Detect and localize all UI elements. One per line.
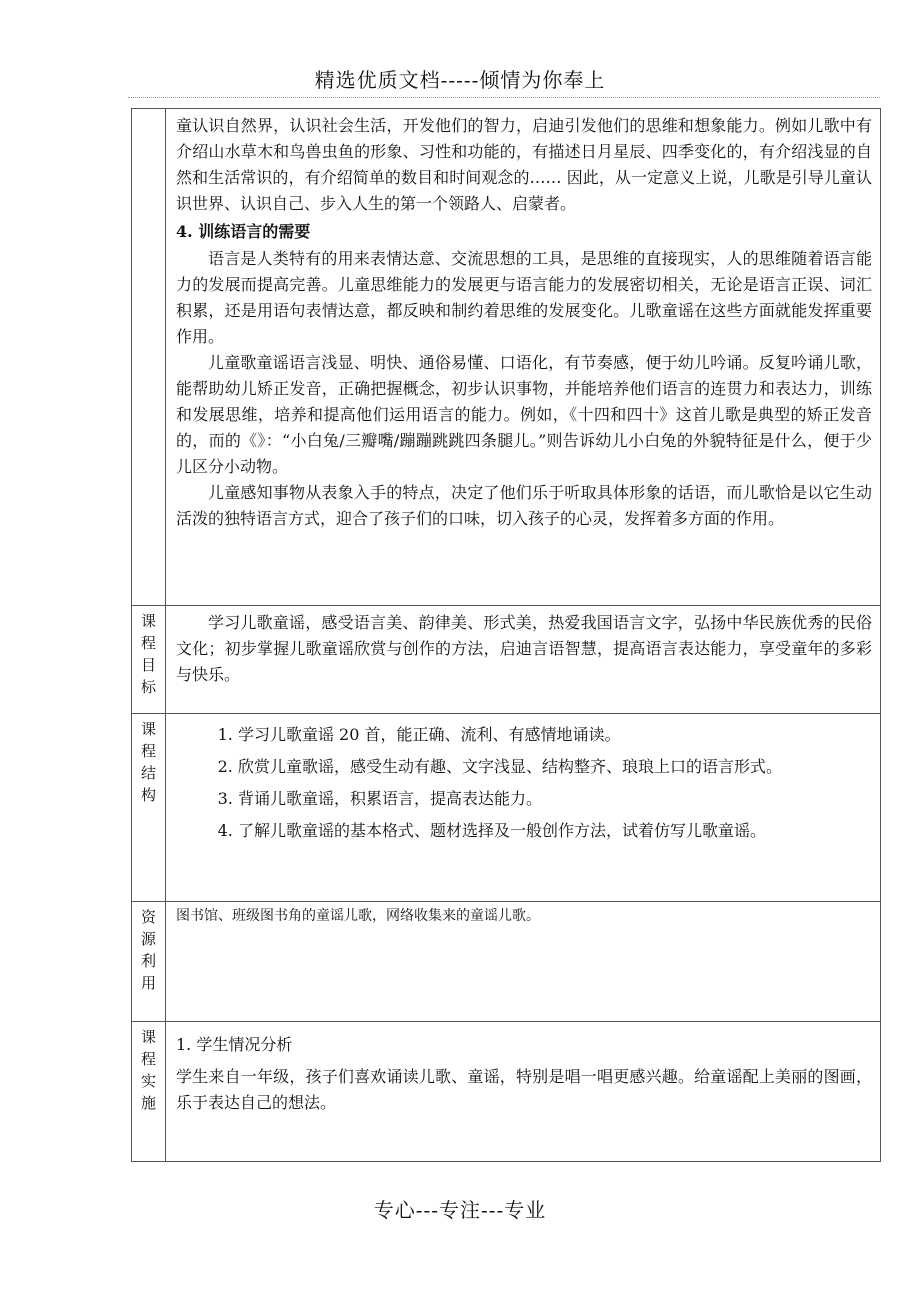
label-char: 程 — [140, 1050, 156, 1068]
label-char: 利 — [140, 952, 156, 970]
label-char: 源 — [140, 930, 156, 948]
resources-cell — [166, 902, 881, 1022]
continuation-cell — [166, 109, 881, 606]
section-heading-4: 4. 训练语言的需要 — [176, 222, 311, 241]
label-char: 课 — [140, 720, 156, 738]
label-char: 目 — [140, 656, 156, 674]
goals-cell — [166, 606, 881, 714]
label-char: 资 — [140, 908, 156, 926]
label-char: 课 — [140, 612, 156, 630]
goals-text: 学习儿歌童谣，感受语言美、韵律美、形式美，热爱我国语言文字，弘扬中华民族优秀的民俗文化；初步掌握儿歌童谣欣赏与创作的方法，启迪言语智慧，提高语言表达能力，享受童年的多彩与快乐。 — [176, 613, 872, 684]
label-char: 构 — [140, 786, 156, 804]
table-row-structure — [132, 714, 881, 902]
paragraph-language-3: 儿童感知事物从表象入手的特点，决定了他们乐于听取具体形象的话语，而儿歌恰是以它生动活泼的独特语言方式，迎合了孩子们的口味，切入孩子的心灵，发挥着多方面的作用。 — [176, 483, 872, 528]
paragraph-language-1: 语言是人类特有的用来表情达意、交流思想的工具，是思维的直接现实，人的思维随着语言能力的发展而提高完善。儿童思维能力的发展更与语言能力的发展密切相关，无论是语言正误、词汇积累，还是用语句表情达意，都反映和制约着思维的发展变化。儿歌童谣在这些方面就能发挥重要作用。 — [176, 249, 872, 346]
continuation-paragraph: 童认识自然界，认识社会生活，开发他们的智力，启迪引发他们的思维和想象能力。例如儿歌中有介绍山水草木和鸟兽虫鱼的形象、习性和功能的，有描述日月星辰、四季变化的，有介绍浅显的自然和生活常识的，有介绍简单的数目和时间观念的…… 因此，从一定意义上说，儿歌是引导儿童认识世界、认识自己、步入人生的第一个领路人、启蒙者。 — [176, 116, 872, 213]
table-row-resources — [132, 902, 881, 1022]
label-char: 施 — [140, 1094, 156, 1112]
table-row-goals — [132, 606, 881, 714]
implementation-heading: 1. 学生情况分析 — [176, 1035, 293, 1054]
structure-cell — [166, 714, 881, 902]
page-header: 精选优质文档-----倾情为你奉上 — [314, 68, 606, 92]
curriculum-table — [131, 108, 881, 1162]
label-char: 实 — [140, 1072, 156, 1090]
header-divider — [128, 97, 880, 98]
structure-item-2: 2. 欣赏儿童歌谣，感受生动有趣、文字浅显、结构整齐、琅琅上口的语言形式。 — [217, 757, 782, 776]
row-label-structure — [132, 714, 166, 902]
row-label-empty — [132, 109, 166, 606]
label-char: 课 — [140, 1028, 156, 1046]
paragraph-language-2: 儿童歌童谣语言浅显、明快、通俗易懂、口语化，有节奏感，便于幼儿吟诵。反复吟诵儿歌，能帮助幼儿矫正发音，正确把握概念，初步认识事物，并能培养他们语言的连贯力和表达力，训练和发展思维，培养和提高他们运用语言的能力。例如，《十四和四十》这首儿歌是典型的矫正发音的，而的《》：“小白兔/三瓣嘴/蹦蹦跳跳四条腿儿。”则告诉幼儿小白兔的外貌特征是什么，便于少儿区分小动物。 — [176, 353, 872, 476]
structure-item-3: 3. 背诵儿歌童谣，积累语言，提高表达能力。 — [217, 789, 542, 808]
table-row-implementation — [132, 1022, 881, 1162]
label-char: 程 — [140, 634, 156, 652]
resources-text: 图书馆、班级图书角的童谣儿歌，网络收集来的童谣儿歌。 — [176, 908, 540, 924]
label-char: 程 — [140, 742, 156, 760]
row-label-implementation — [132, 1022, 166, 1162]
table-row-continuation — [132, 109, 881, 606]
row-label-goals — [132, 606, 166, 714]
label-char: 用 — [140, 974, 156, 992]
label-char: 标 — [140, 678, 156, 696]
implementation-cell — [166, 1022, 881, 1162]
structure-item-1: 1. 学习儿歌童谣 20 首，能正确、流利、有感情地诵读。 — [217, 725, 621, 744]
label-char: 结 — [140, 764, 156, 782]
structure-item-4: 4. 了解儿歌童谣的基本格式、题材选择及一般创作方法，试着仿写儿歌童谣。 — [217, 821, 766, 840]
page-footer: 专心---专注---专业 — [373, 1198, 547, 1222]
implementation-text: 学生来自一年级，孩子们喜欢诵读儿歌、童谣，特别是唱一唱更感兴趣。给童谣配上美丽的图画，乐于表达自己的想法。 — [176, 1067, 872, 1112]
row-label-resources — [132, 902, 166, 1022]
